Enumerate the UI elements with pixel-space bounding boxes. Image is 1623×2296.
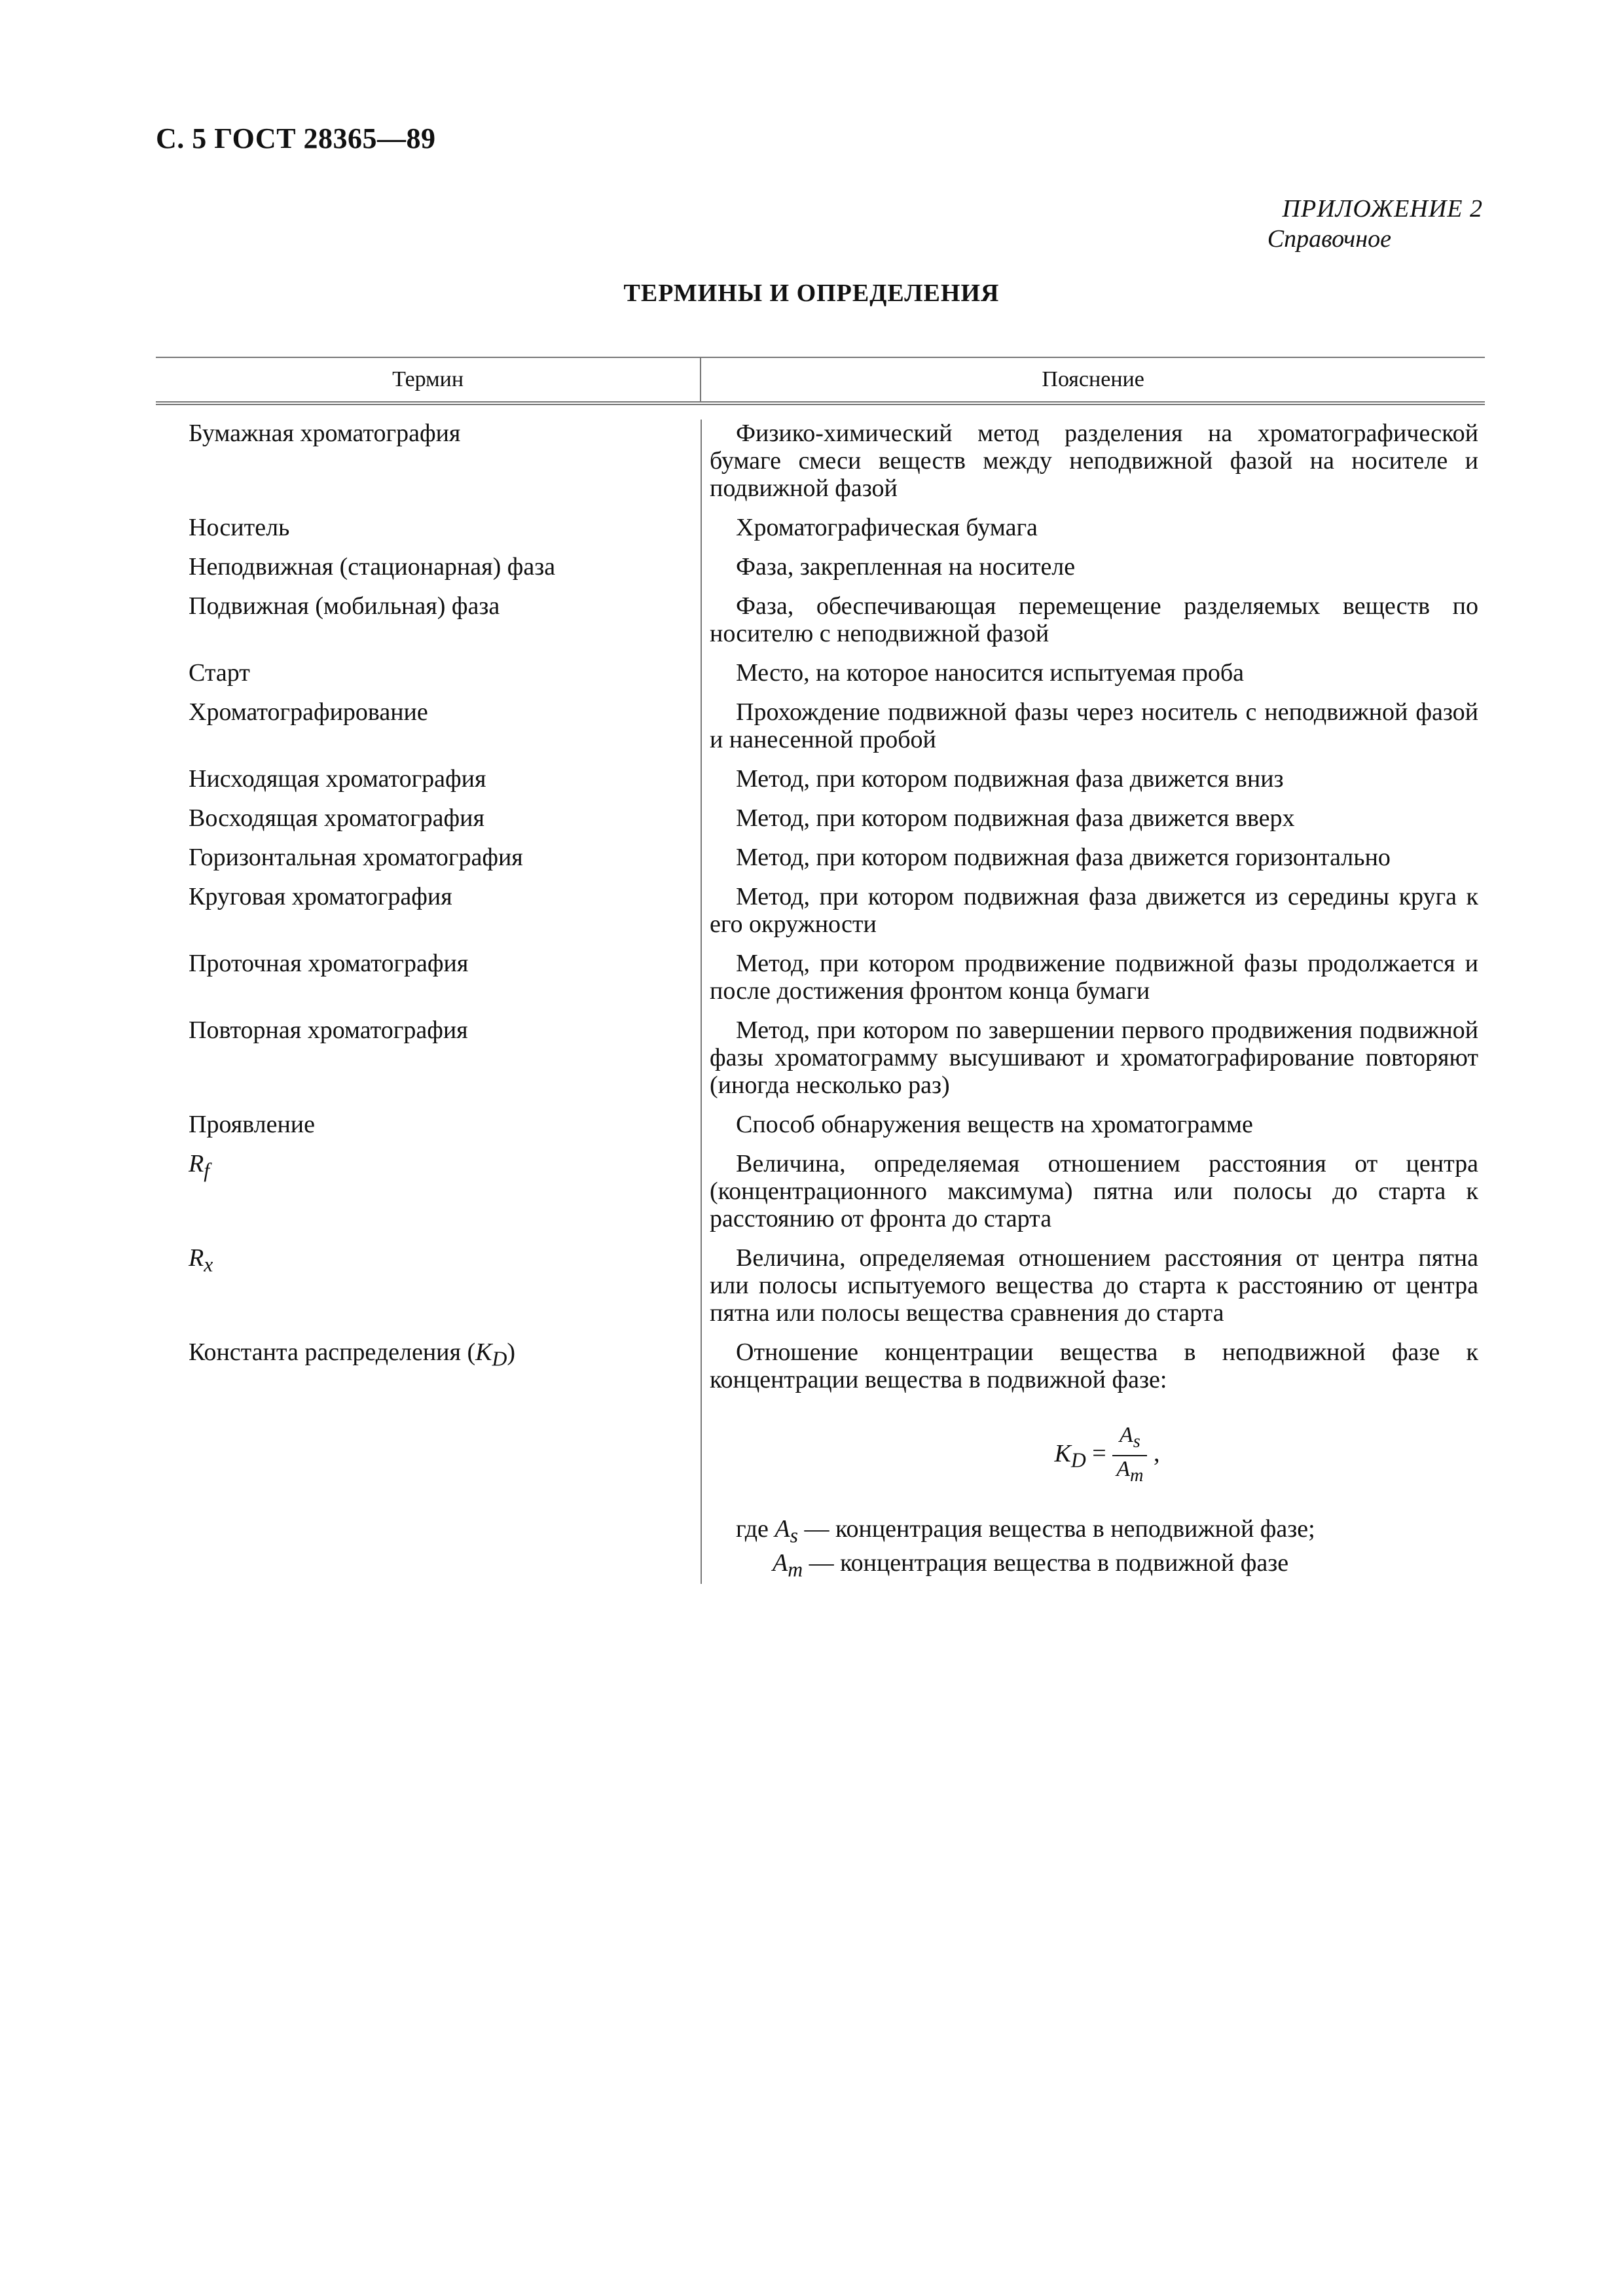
table-row <box>156 420 1485 502</box>
explanation-cell: Способ обнаружения веществ на хроматограмме <box>736 1111 1253 1138</box>
table-row <box>156 592 1485 647</box>
term-cell: Носитель <box>189 514 290 541</box>
explanation-cell: Метод, при котором продвижение подвижной фазы продолжается и после достижения фронтом конца бумаги <box>710 950 1478 1005</box>
explanation-cell: Фаза, закрепленная на носителе <box>736 553 1076 581</box>
explanation-cell <box>701 1338 1485 1584</box>
term-cell: Хроматографирование <box>189 698 428 726</box>
explanation-cell: Величина, определяемая отношением расстояния от центра (концентрационного максимума) пятна или полосы до старта к расстоянию от фронта до старта <box>710 1150 1478 1232</box>
term-cell: Старт <box>189 659 250 687</box>
explanation-cell: Величина, определяемая отношением расстояния от центра пятна или полосы испытуемого вещества до старта к расстоянию от центра пятна или полосы вещества сравнения до старта <box>710 1244 1478 1327</box>
explanation-cell: Физико-химический метод разделения на хроматографической бумаге смеси веществ между неподвижной фазой на носителе и подвижной фазой <box>710 420 1478 502</box>
term-cell: Проявление <box>189 1111 316 1138</box>
table-row <box>156 514 1485 541</box>
term-cell <box>156 1244 701 1327</box>
explanation-cell: Метод, при котором по завершении первого продвижения подвижной фазы хроматограмму высушивают и хроматографирование повторяют (иногда несколько раз) <box>710 1016 1478 1099</box>
table-header <box>156 357 1485 405</box>
explanation-cell: Прохождение подвижной фазы через носитель с неподвижной фазой и нанесенной пробой <box>710 698 1478 753</box>
explanation-cell: Метод, при котором подвижная фаза движется из середины круга к его окружности <box>710 883 1478 938</box>
document-title: ТЕРМИНЫ И ОПРЕДЕЛЕНИЯ <box>623 279 1000 307</box>
page-header: С. 5 ГОСТ 28365—89 <box>156 122 436 154</box>
table-row <box>156 1150 1485 1232</box>
table-row <box>156 1244 1485 1327</box>
term-cell: Нисходящая хроматография <box>189 765 486 793</box>
explanation-cell: Метод, при котором подвижная фаза движется вниз <box>736 765 1284 793</box>
symbol-rx: $R_x$ <box>189 1244 213 1276</box>
table-row <box>156 950 1485 1005</box>
symbol-rf: $R_f$ <box>189 1150 210 1182</box>
explanation-cell: Хроматографическая бумага <box>736 514 1038 541</box>
term-cell: Круговая хроматография <box>189 883 452 910</box>
explanation-text: Отношение концентрации вещества в неподвижной фазе к концентрации вещества в подвижной фазе: <box>710 1338 1478 1393</box>
explanation-cell: Метод, при котором подвижная фаза движется горизонтально <box>736 844 1391 871</box>
table-body <box>156 420 1485 1584</box>
table-row <box>156 804 1485 832</box>
table-row <box>156 659 1485 687</box>
table-row <box>156 698 1485 753</box>
appendix-label <box>1267 194 1483 254</box>
explanation-cell: Метод, при котором подвижная фаза движется вверх <box>736 804 1295 832</box>
term-cell: Горизонтальная хроматография <box>189 844 523 871</box>
explanation-cell: Фаза, обеспечивающая перемещение разделяемых веществ по носителю с неподвижной фазой <box>710 592 1478 647</box>
appendix-title: ПРИЛОЖЕНИЕ 2 <box>1282 195 1483 223</box>
explanation-cell: Место, на которое наносится испытуемая проба <box>736 659 1245 687</box>
term-cell: Восходящая хроматография <box>189 804 484 832</box>
term-cell: Константа распределения $(K_D)$ <box>189 1338 516 1371</box>
table-row <box>156 553 1485 581</box>
table-row <box>156 1016 1485 1099</box>
appendix-note: Справочное <box>1267 225 1391 253</box>
term-cell: Проточная хроматография <box>189 950 469 977</box>
table-row <box>156 844 1485 871</box>
table-row <box>156 1338 1485 1584</box>
term-cell: Подвижная (мобильная) фаза <box>189 592 500 620</box>
term-cell: Бумажная хроматография <box>189 420 461 447</box>
term-cell <box>156 1150 701 1232</box>
table-row <box>156 1111 1485 1138</box>
formula-legend-item: где $A_s$ — концентрация вещества в неподвижной фазе; <box>736 1515 1315 1547</box>
distribution-constant-formula: $K_D$ = $\frac{A_s}{A_m}$ , <box>736 1422 1478 1489</box>
formula-legend-item: $A_m$ — концентрация вещества в подвижной фазе <box>773 1549 1289 1581</box>
symbol-kd: $K_D$ <box>475 1338 507 1371</box>
term-cell: Повторная хроматография <box>189 1016 468 1044</box>
table-row <box>156 883 1485 938</box>
formula-fraction: $\frac{A_s}{A_m}$ <box>1112 1422 1147 1489</box>
column-header-explanation: Пояснение <box>700 358 1485 401</box>
terms-table <box>156 357 1485 1584</box>
term-cell: Неподвижная (стационарная) фаза <box>189 553 556 581</box>
table-row <box>156 765 1485 793</box>
column-header-term: Термин <box>392 367 464 391</box>
